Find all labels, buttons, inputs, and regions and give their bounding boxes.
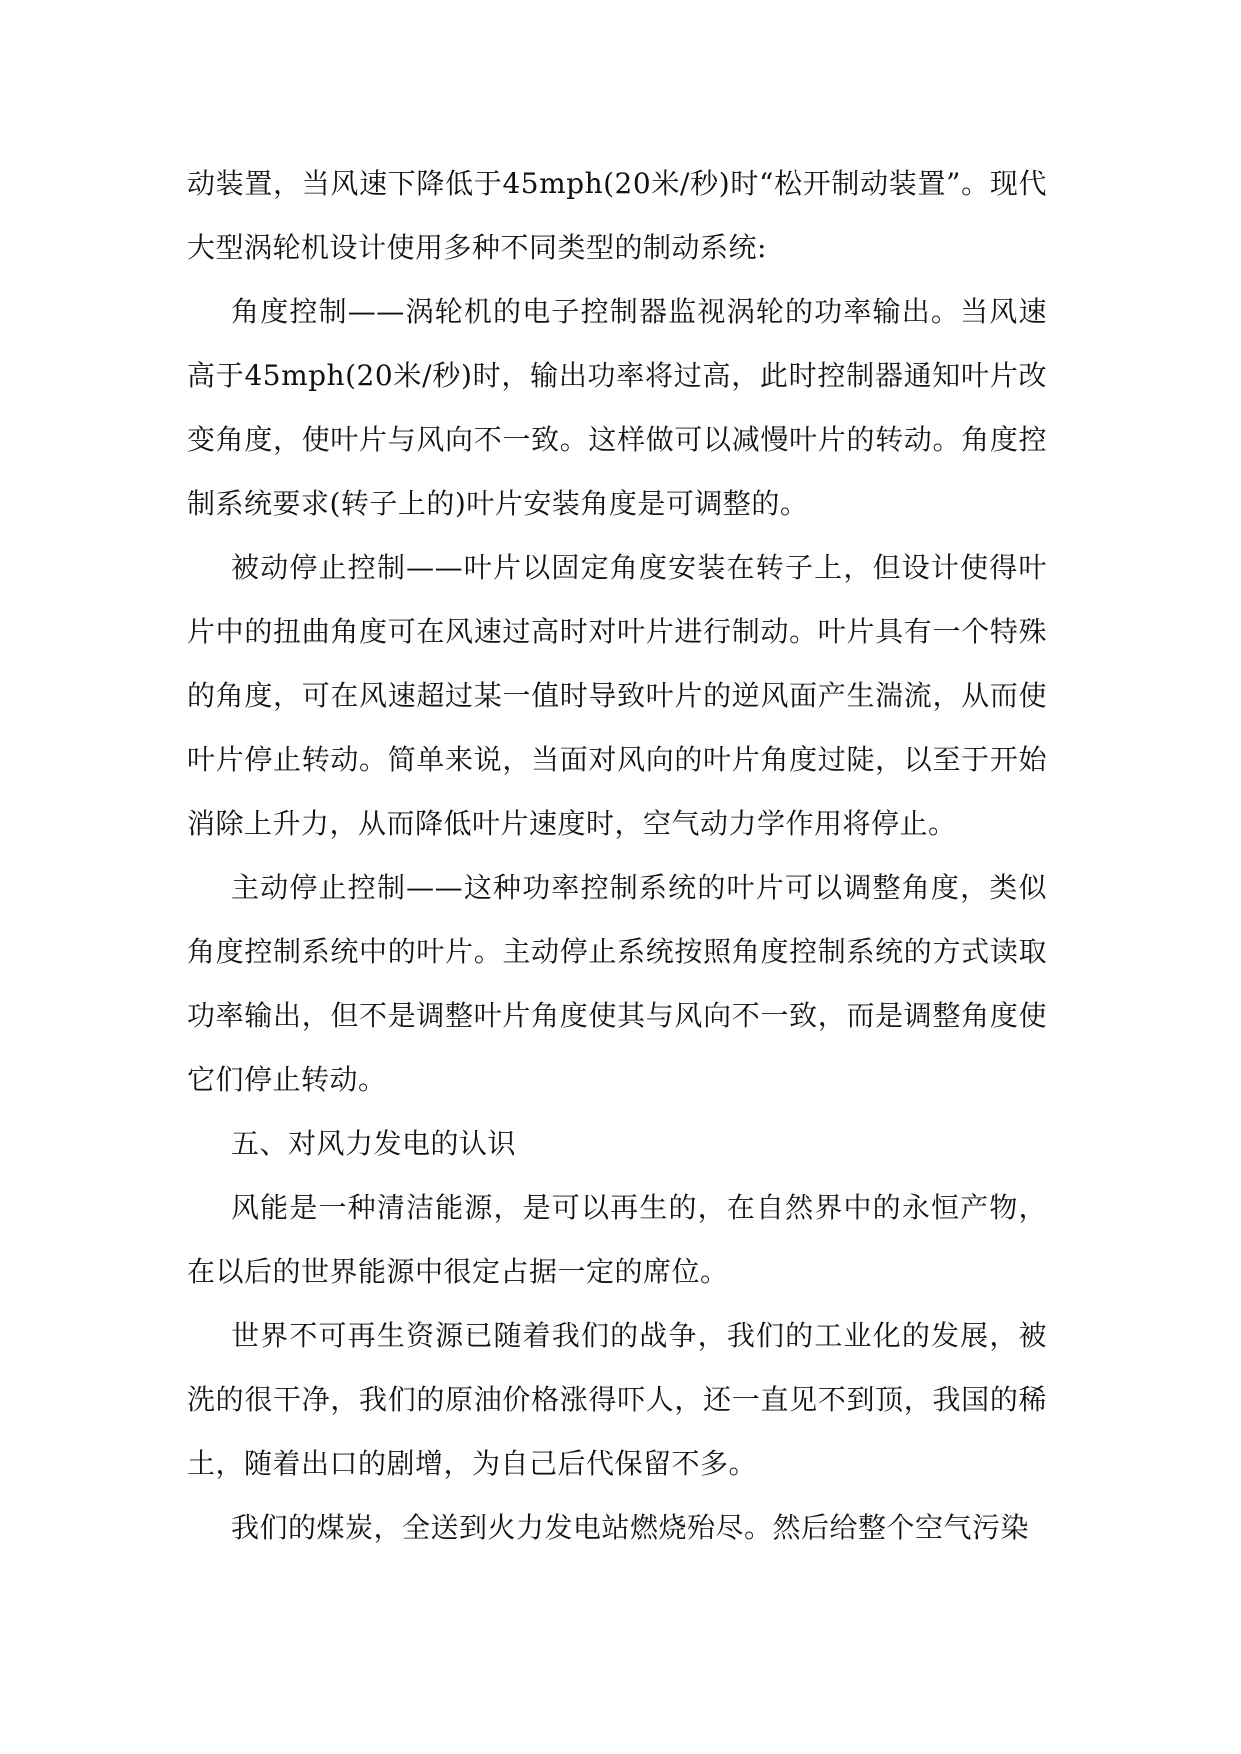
paragraph-coal: 我们的煤炭，全送到火力发电站燃烧殆尽。然后给整个空气污染 — [231, 1511, 1030, 1544]
paragraph-pitch-control: 角度控制——涡轮机的电子控制器监视涡轮的功率输出。当风速高于45mph(20米/秒)时，输出功率将过高，此时控制器通知叶片改变角度，使叶片与风向不一致。这样做可以减慢叶片的转动。角度控制系统要求(转子上的)叶片安装角度是可调整的。 — [187, 295, 1047, 520]
paragraph-nonrenewable-resources: 世界不可再生资源已随着我们的战争，我们的工业化的发展，被洗的很干净，我们的原油价格涨得吓人，还一直见不到顶，我国的稀土，随着出口的剧增，为自己后代保留不多。 — [187, 1319, 1047, 1480]
paragraph-passive-stall-control: 被动停止控制——叶片以固定角度安装在转子上，但设计使得叶片中的扭曲角度可在风速过高时对叶片进行制动。叶片具有一个特殊的角度，可在风速超过某一值时导致叶片的逆风面产生湍流，从而使叶片停止转动。简单来说，当面对风向的叶片角度过陡，以至于开始消除上升力，从而降低叶片速度时，空气动力学作用将停止。 — [187, 551, 1047, 840]
paragraph-active-stall-control: 主动停止控制——这种功率控制系统的叶片可以调整角度，类似角度控制系统中的叶片。主动停止系统按照角度控制系统的方式读取功率输出，但不是调整叶片角度使其与风向不一致，而是调整角度使它们停止转动。 — [187, 871, 1047, 1096]
paragraph-wind-energy: 风能是一种清洁能源，是可以再生的，在自然界中的永恒产物，在以后的世界能源中很定占据一定的席位。 — [187, 1191, 1047, 1288]
paragraph-braking-intro: 动装置，当风速下降低于45mph(20米/秒)时“松开制动装置”。现代大型涡轮机设计使用多种不同类型的制动系统: — [187, 167, 1047, 264]
section-heading: 五、对风力发电的认识 — [231, 1127, 517, 1160]
document-body — [187, 152, 1047, 1560]
